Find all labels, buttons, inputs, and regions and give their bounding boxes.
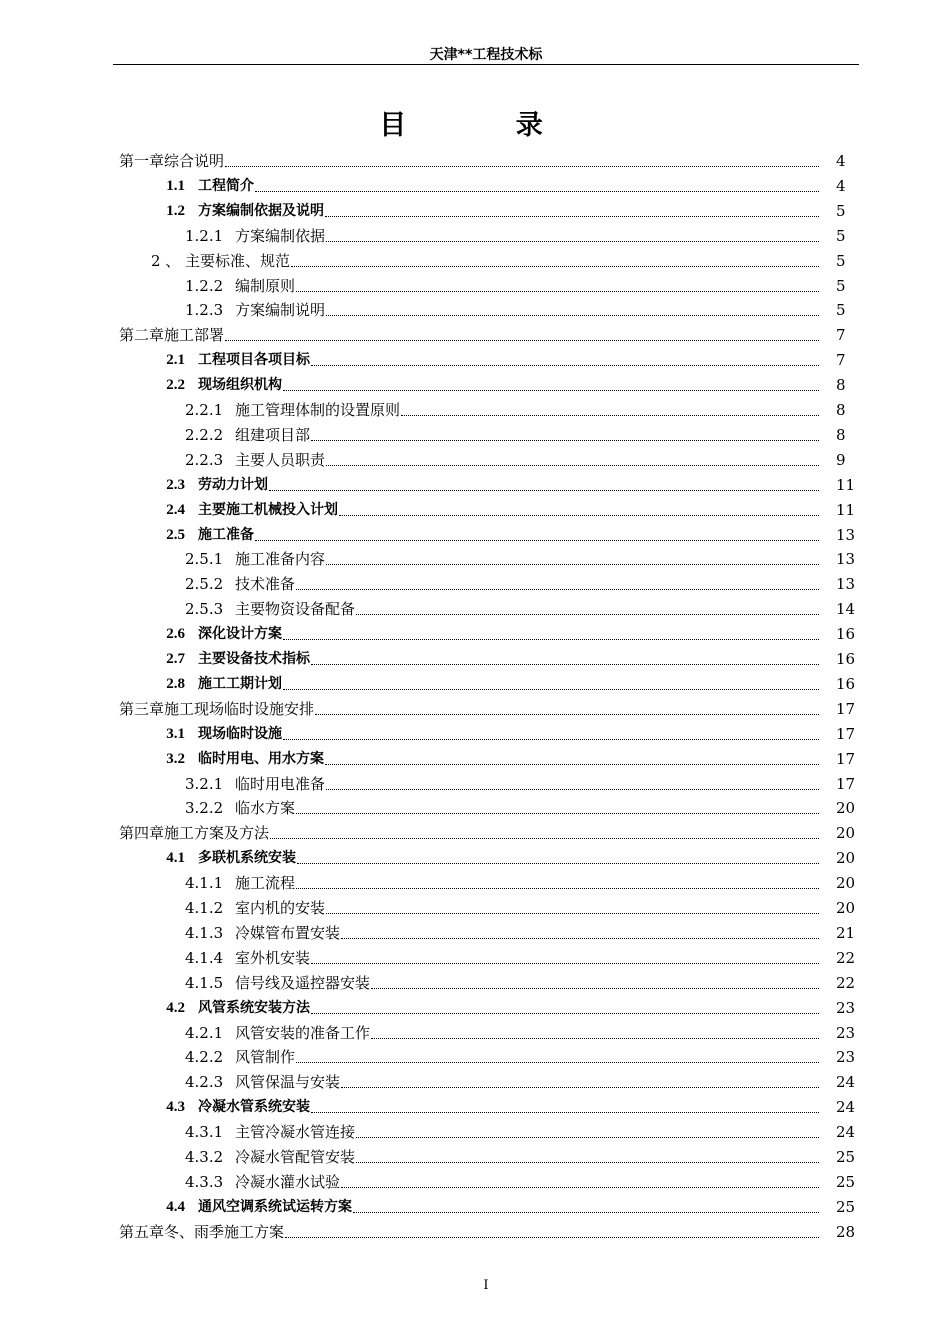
toc-leader-dots xyxy=(326,913,819,914)
toc-entry[interactable] xyxy=(0,348,950,373)
toc-entry-page: 4 xyxy=(836,176,846,195)
toc-entry[interactable] xyxy=(0,1045,950,1070)
toc-entry-page: 5 xyxy=(836,201,846,220)
toc-entry-number: 4.1.1 xyxy=(185,874,224,893)
toc-entry-title: 多联机系统安装 xyxy=(198,850,296,867)
toc-entry-title: 现场临时设施 xyxy=(198,725,282,742)
toc-entry-title: 风管制作 xyxy=(235,1048,296,1067)
toc-entry[interactable] xyxy=(0,647,950,672)
toc-entry-page: 11 xyxy=(836,475,856,494)
toc-entry[interactable] xyxy=(0,1070,950,1095)
toc-leader-dots xyxy=(283,689,819,690)
toc-leader-dots xyxy=(356,1162,819,1163)
toc-entry-number: 4.2.3 xyxy=(185,1073,224,1092)
toc-entry[interactable] xyxy=(0,796,950,821)
toc-entry-number: 1.1 xyxy=(166,177,185,194)
toc-entry[interactable] xyxy=(0,971,950,996)
toc-entry-title: 深化设计方案 xyxy=(198,626,282,643)
toc-entry-title: 技术准备 xyxy=(235,575,296,594)
toc-entry-page: 17 xyxy=(836,774,856,793)
toc-entry[interactable] xyxy=(0,946,950,971)
header-divider xyxy=(113,64,859,65)
toc-entry-title: 主要人员职责 xyxy=(235,450,326,469)
toc-entry-number: 4.3.3 xyxy=(185,1172,224,1191)
toc-leader-dots xyxy=(371,988,819,989)
toc-entry-number: 3.2.2 xyxy=(185,799,224,818)
toc-entry-number: 4.2.1 xyxy=(185,1023,224,1042)
toc-entry[interactable] xyxy=(0,821,950,846)
toc-entry[interactable] xyxy=(0,622,950,647)
toc-entry-number: 1.2.3 xyxy=(185,301,224,320)
toc-entry-number: 4.4 xyxy=(166,1198,185,1215)
toc-entry-title: 冷凝水灌水试验 xyxy=(235,1172,341,1191)
toc-entry[interactable] xyxy=(0,149,950,174)
toc-entry[interactable] xyxy=(0,846,950,871)
toc-entry-title: 组建项目部 xyxy=(235,425,311,444)
toc-leader-dots xyxy=(371,1038,819,1039)
toc-entry-title: 主管冷凝水管连接 xyxy=(235,1123,356,1142)
toc-entry-number: 2.8 xyxy=(166,675,185,692)
toc-leader-dots xyxy=(297,863,819,864)
toc-entry-title: 方案编制说明 xyxy=(235,301,326,320)
toc-leader-dots xyxy=(311,963,819,964)
toc-leader-dots xyxy=(296,291,819,292)
toc-leader-dots xyxy=(325,764,819,765)
toc-entry-number: 2.3 xyxy=(166,476,185,493)
toc-entry-title: 主要物资设备配备 xyxy=(235,600,356,619)
page-number: I xyxy=(483,1278,489,1293)
toc-entry-number: 第三章 xyxy=(119,699,165,718)
toc-entry-title: 施工流程 xyxy=(235,874,296,893)
toc-entry-number: 1.2.2 xyxy=(185,276,224,295)
toc-entry-title: 现场组织机构 xyxy=(198,377,282,394)
toc-entry-number: 4.3.2 xyxy=(185,1148,224,1166)
toc-entry-page: 4 xyxy=(836,152,846,170)
toc-entry[interactable] xyxy=(0,174,950,199)
toc-entry-page: 11 xyxy=(836,500,856,519)
toc-entry[interactable] xyxy=(0,747,950,772)
toc-entry[interactable] xyxy=(0,547,950,572)
toc-leader-dots xyxy=(255,191,819,192)
toc-entry-number: 4.3.1 xyxy=(185,1123,224,1142)
toc-entry[interactable] xyxy=(0,772,950,797)
toc-entry-page: 13 xyxy=(836,525,856,544)
toc-entry-number: 2.6 xyxy=(166,626,185,643)
toc-leader-dots xyxy=(269,490,819,491)
toc-entry[interactable] xyxy=(0,498,950,523)
toc-entry-page: 23 xyxy=(836,998,856,1017)
toc-entry-title: 工程项目各项目标 xyxy=(198,352,310,369)
toc-entry-page: 20 xyxy=(836,824,856,843)
toc-entry-number: 3.1 xyxy=(166,725,185,742)
toc-entry-title: 施工准备 xyxy=(198,526,254,543)
toc-leader-dots xyxy=(339,515,819,516)
toc-entry[interactable] xyxy=(0,398,950,423)
toc-entry-page: 17 xyxy=(836,724,856,743)
toc-entry-page: 9 xyxy=(836,450,846,469)
toc-entry-number: 4.1.3 xyxy=(185,923,224,942)
toc-entry-title: 施工工期计划 xyxy=(198,675,282,692)
toc-entry-title: 方案编制依据 xyxy=(235,226,326,245)
toc-entry-number: 4.1.2 xyxy=(185,899,224,917)
toc-entry-page: 13 xyxy=(836,550,856,569)
toc-entry-number: 2.2.2 xyxy=(185,425,224,444)
toc-entry-number: 2.2 xyxy=(166,377,185,394)
toc-entry[interactable] xyxy=(0,1195,950,1220)
toc-entry-page: 20 xyxy=(836,799,856,818)
toc-entry[interactable] xyxy=(0,523,950,548)
toc-entry-number: 2.2.1 xyxy=(185,401,224,419)
toc-entry-title: 施工准备内容 xyxy=(235,550,326,569)
toc-leader-dots xyxy=(325,216,819,217)
toc-entry-page: 17 xyxy=(836,699,856,718)
toc-entry-title: 主要施工机械投入计划 xyxy=(198,501,338,518)
toc-entry-number: 2.2.3 xyxy=(185,450,224,469)
toc-leader-dots xyxy=(326,241,819,242)
toc-entry[interactable] xyxy=(0,448,950,473)
toc-entry-page: 23 xyxy=(836,1048,856,1067)
toc-entry-title: 施工部署 xyxy=(164,326,225,345)
toc-entry[interactable] xyxy=(0,373,950,398)
toc-entry-page: 25 xyxy=(836,1148,856,1166)
toc-entry-number: 第二章 xyxy=(119,326,165,345)
toc-entry-title: 临时用电准备 xyxy=(235,774,326,793)
toc-entry[interactable] xyxy=(0,249,950,274)
toc-entry[interactable] xyxy=(0,722,950,747)
toc-entry-number: 2.1 xyxy=(166,352,185,369)
toc-entry-number: 4.1.4 xyxy=(185,948,224,967)
toc-entry-number: 4.2.2 xyxy=(185,1048,224,1067)
toc-leader-dots xyxy=(401,415,819,416)
toc-entry-title: 施工管理体制的设置原则 xyxy=(235,401,401,419)
toc-leader-dots xyxy=(311,1112,819,1113)
toc-leader-dots xyxy=(311,365,819,366)
toc-entry-page: 5 xyxy=(836,226,846,245)
toc-leader-dots xyxy=(315,714,819,715)
toc-entry-page: 7 xyxy=(836,326,846,345)
toc-entry[interactable] xyxy=(0,896,950,921)
toc-leader-dots xyxy=(296,589,819,590)
toc-entry-title: 风管保温与安装 xyxy=(235,1073,341,1092)
toc-entry[interactable] xyxy=(0,871,950,896)
toc-entry-page: 5 xyxy=(836,251,846,270)
toc-leader-dots xyxy=(326,564,819,565)
toc-entry[interactable] xyxy=(0,1021,950,1046)
toc-entry-page: 28 xyxy=(836,1222,856,1241)
toc-leader-dots xyxy=(311,1013,819,1014)
toc-leader-dots xyxy=(341,938,819,939)
toc-entry-page: 8 xyxy=(836,401,846,419)
toc-leader-dots xyxy=(285,1237,819,1238)
toc-entry-title: 临水方案 xyxy=(235,799,296,818)
toc-entry[interactable] xyxy=(0,697,950,722)
toc-entry[interactable] xyxy=(0,473,950,498)
toc-leader-dots xyxy=(296,1062,819,1063)
toc-entry[interactable] xyxy=(0,672,950,697)
toc-entry-page: 17 xyxy=(836,749,856,768)
toc-entry-number: 2.4 xyxy=(166,501,185,518)
toc-entry-page: 16 xyxy=(836,625,856,644)
toc-entry-page: 8 xyxy=(836,376,846,395)
toc-leader-dots xyxy=(255,540,819,541)
toc-entry-number: 4.1 xyxy=(166,850,185,867)
toc-entry-number: 2.7 xyxy=(166,651,185,667)
toc-entry-page: 25 xyxy=(836,1172,856,1191)
toc-entry-page: 20 xyxy=(836,899,856,917)
toc-entry-number: 2.5 xyxy=(166,526,185,543)
toc-entry-page: 13 xyxy=(836,575,856,594)
toc-entry-number: 3.2.1 xyxy=(185,774,224,793)
toc-entry-page: 8 xyxy=(836,425,846,444)
toc-entry-page: 5 xyxy=(836,301,846,320)
toc-leader-dots xyxy=(341,1087,819,1088)
toc-entry[interactable] xyxy=(0,1095,950,1120)
toc-leader-dots xyxy=(283,639,819,640)
toc-entry-page: 24 xyxy=(836,1098,856,1117)
toc-leader-dots xyxy=(311,440,819,441)
toc-entry-page: 22 xyxy=(836,948,856,967)
toc-entry-title: 临时用电、用水方案 xyxy=(198,750,324,767)
toc-entry-title: 风管安装的准备工作 xyxy=(235,1023,371,1042)
toc-leader-dots xyxy=(283,390,819,391)
toc-entry-title: 室外机安装 xyxy=(235,948,311,967)
toc-entry-title: 编制原则 xyxy=(235,276,296,295)
toc-entry-page: 21 xyxy=(836,923,856,942)
toc-leader-dots xyxy=(296,888,819,889)
toc-entry-number: 第五章 xyxy=(119,1222,165,1241)
toc-entry[interactable] xyxy=(0,224,950,249)
toc-leader-dots xyxy=(356,614,819,615)
toc-entry[interactable] xyxy=(0,199,950,224)
toc-entry-title: 工程简介 xyxy=(198,177,254,194)
toc-entry[interactable] xyxy=(0,1120,950,1145)
toc-leader-dots xyxy=(225,340,819,341)
toc-leader-dots xyxy=(326,789,819,790)
toc-entry-title: 信号线及遥控器安装 xyxy=(235,973,371,992)
toc-entry[interactable] xyxy=(0,423,950,448)
toc-entry-number: 1.2 xyxy=(166,202,185,219)
toc-entry-title: 风管系统安装方法 xyxy=(198,999,310,1016)
toc-entry-number: 4.1.5 xyxy=(185,973,224,992)
toc-entry-number: 2.5.3 xyxy=(185,600,224,619)
toc-entry-number: 2.5.1 xyxy=(185,550,224,569)
toc-entry-page: 7 xyxy=(836,351,846,370)
toc-entry[interactable] xyxy=(0,1170,950,1195)
toc-leader-dots xyxy=(326,465,819,466)
toc-entry[interactable] xyxy=(0,921,950,946)
toc-entry-page: 24 xyxy=(836,1073,856,1092)
toc-entry[interactable] xyxy=(0,1220,950,1245)
toc-entry[interactable] xyxy=(0,298,950,323)
toc-leader-dots xyxy=(270,838,819,839)
toc-entry-title: 冬、雨季施工方案 xyxy=(164,1222,285,1241)
toc-entry[interactable] xyxy=(0,597,950,622)
toc-entry-number: 第四章 xyxy=(119,824,165,843)
page-header: 天津**工程技术标 xyxy=(429,47,543,63)
toc-entry-page: 24 xyxy=(836,1123,856,1142)
toc-leader-dots xyxy=(356,1137,819,1138)
toc-entry-page: 23 xyxy=(836,1023,856,1042)
toc-entry-number: 4.3 xyxy=(166,1099,185,1116)
toc-entry-page: 16 xyxy=(836,674,856,693)
toc-entry-title: 综合说明 xyxy=(164,152,225,170)
toc-entry-number: 2.5.2 xyxy=(185,575,224,594)
toc-entry-title: 冷媒管布置安装 xyxy=(235,923,341,942)
toc-entry-page: 25 xyxy=(836,1197,856,1216)
toc-entry[interactable] xyxy=(0,572,950,597)
toc-leader-dots xyxy=(341,1187,819,1188)
toc-leader-dots xyxy=(296,813,819,814)
toc-entry-title: 冷凝水管系统安装 xyxy=(198,1099,310,1116)
toc-entry-title: 劳动力计划 xyxy=(198,476,268,493)
toc-entry-number: 2 、 xyxy=(151,251,181,270)
toc-entry-page: 22 xyxy=(836,973,856,992)
toc-entry-page: 20 xyxy=(836,849,856,868)
toc-entry-title: 方案编制依据及说明 xyxy=(198,202,324,219)
toc-entry-number: 4.2 xyxy=(166,999,185,1016)
toc-entry-page: 5 xyxy=(836,276,846,295)
toc-entry[interactable] xyxy=(0,274,950,299)
toc-entry[interactable] xyxy=(0,1145,950,1170)
toc-entry-page: 16 xyxy=(836,650,856,668)
toc-entry[interactable] xyxy=(0,323,950,348)
toc-leader-dots xyxy=(353,1212,819,1213)
toc-entry-title: 通风空调系统试运转方案 xyxy=(198,1198,352,1215)
toc-leader-dots xyxy=(311,664,819,665)
toc-entry-number: 第一章 xyxy=(119,152,165,170)
toc-entry-title: 施工现场临时设施安排 xyxy=(164,699,315,718)
toc-entry[interactable] xyxy=(0,996,950,1021)
toc-entry-page: 20 xyxy=(836,874,856,893)
toc-entry-title: 施工方案及方法 xyxy=(164,824,270,843)
toc-title: 目 录 xyxy=(379,110,593,141)
toc-entry-title: 冷凝水管配管安装 xyxy=(235,1148,356,1166)
toc-leader-dots xyxy=(291,266,819,267)
toc-entry-title: 室内机的安装 xyxy=(235,899,326,917)
toc-entry-title: 主要标准、规范 xyxy=(185,251,291,270)
toc-entry-page: 14 xyxy=(836,600,856,619)
toc-entry-number: 1.2.1 xyxy=(185,226,224,245)
toc-entry-title: 主要设备技术指标 xyxy=(198,651,310,667)
toc-leader-dots xyxy=(283,739,819,740)
toc-entry-number: 3.2 xyxy=(166,750,185,767)
toc-leader-dots xyxy=(225,166,819,167)
toc-leader-dots xyxy=(326,315,819,316)
